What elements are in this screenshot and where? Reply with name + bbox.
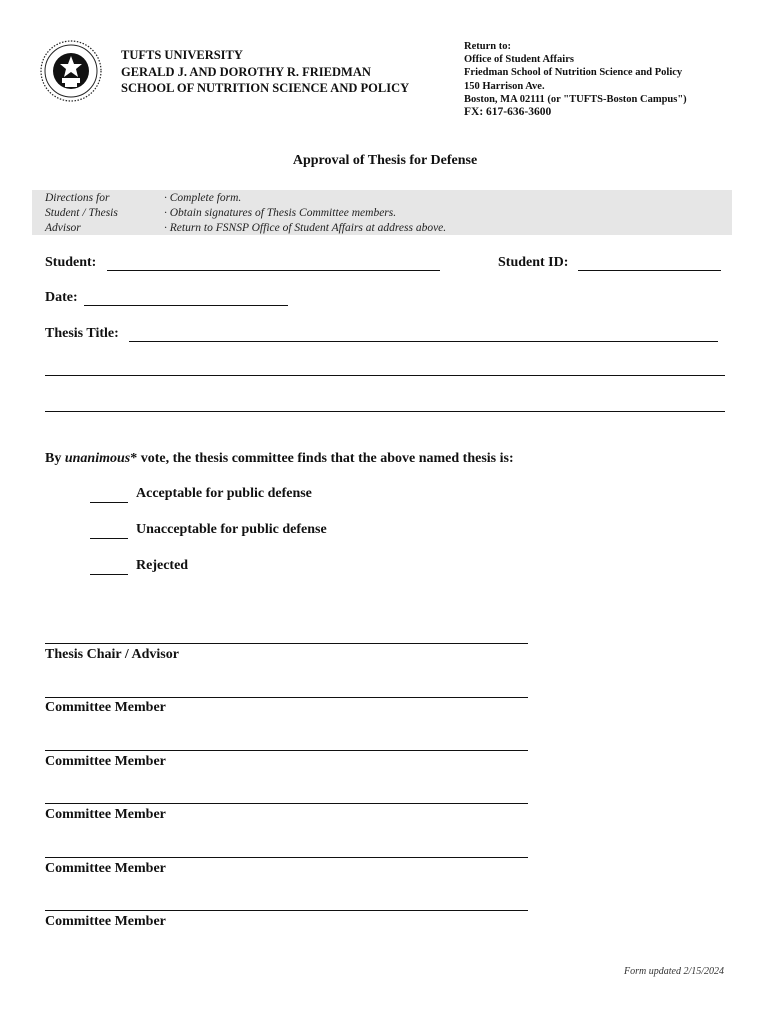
form-updated-note: Form updated 2/15/2024 xyxy=(624,966,724,977)
return-line: Return to: xyxy=(464,41,511,52)
signature-line-member-4[interactable] xyxy=(45,857,528,858)
student-id-label: Student ID: xyxy=(498,255,569,270)
date-label: Date: xyxy=(45,290,78,305)
option-rejected: Rejected xyxy=(136,558,189,573)
university-seal-icon xyxy=(40,40,102,102)
vote-statement xyxy=(45,451,514,467)
signature-line-member-1[interactable] xyxy=(45,697,528,698)
signature-label: Committee Member xyxy=(45,754,166,769)
thesis-title-line-3[interactable] xyxy=(45,411,725,412)
return-line: Friedman School of Nutrition Science and Policy xyxy=(464,67,683,79)
option-unacceptable: Unacceptable for public defense xyxy=(136,522,327,537)
option-blank-rejected[interactable] xyxy=(90,560,128,575)
university-line: GERALD J. AND DOROTHY R. FRIEDMAN xyxy=(121,64,371,79)
signature-label: Thesis Chair / Advisor xyxy=(45,647,179,662)
university-line: TUFTS UNIVERSITY xyxy=(121,48,243,62)
return-line: Office of Student Affairs xyxy=(464,54,574,66)
signature-label: Committee Member xyxy=(45,914,166,929)
return-line: 150 Harrison Ave. xyxy=(464,80,545,92)
student-label: Student: xyxy=(45,255,97,270)
vote-suffix: * vote, the thesis committee finds that the above named thesis is: xyxy=(130,451,514,466)
university-line: SCHOOL OF NUTRITION SCIENCE AND POLICY xyxy=(121,81,410,95)
return-line: Boston, MA 02111 (or "TUFTS-Boston Campus") xyxy=(464,93,687,105)
page-title: Approval of Thesis for Defense xyxy=(292,153,478,168)
vote-emphasis: unanimous xyxy=(64,451,131,466)
signature-label: Committee Member xyxy=(45,861,166,876)
signature-label: Committee Member xyxy=(45,807,166,822)
fax-number: FX: 617-636-3600 xyxy=(464,106,552,119)
student-field[interactable] xyxy=(107,256,440,271)
directions-label-line: Student / Thesis xyxy=(45,207,118,219)
option-blank-unacceptable[interactable] xyxy=(90,524,128,539)
directions-label-line: Advisor xyxy=(45,222,81,234)
thesis-title-label: Thesis Title: xyxy=(45,326,119,341)
signature-label: Committee Member xyxy=(45,700,166,715)
directions-item: · Return to FSNSP Office of Student Affairs at address above. xyxy=(164,222,447,234)
directions-list xyxy=(164,191,446,236)
vote-prefix: By xyxy=(45,451,65,466)
directions-label-line: Directions for xyxy=(45,192,110,204)
return-address xyxy=(464,40,687,119)
signature-line-member-5[interactable] xyxy=(45,910,528,911)
university-name xyxy=(121,47,409,97)
signature-line-chair[interactable] xyxy=(45,643,528,644)
directions-label xyxy=(45,191,118,236)
signature-line-member-3[interactable] xyxy=(45,803,528,804)
option-blank-acceptable[interactable] xyxy=(90,488,128,503)
thesis-title-field[interactable] xyxy=(129,327,718,342)
signature-line-member-2[interactable] xyxy=(45,750,528,751)
option-acceptable: Acceptable for public defense xyxy=(136,486,312,501)
directions-item: · Obtain signatures of Thesis Committee members. xyxy=(164,207,397,219)
directions-item: · Complete form. xyxy=(164,192,242,204)
student-id-field[interactable] xyxy=(578,256,721,271)
thesis-title-line-2[interactable] xyxy=(45,375,725,376)
date-field[interactable] xyxy=(84,291,288,306)
